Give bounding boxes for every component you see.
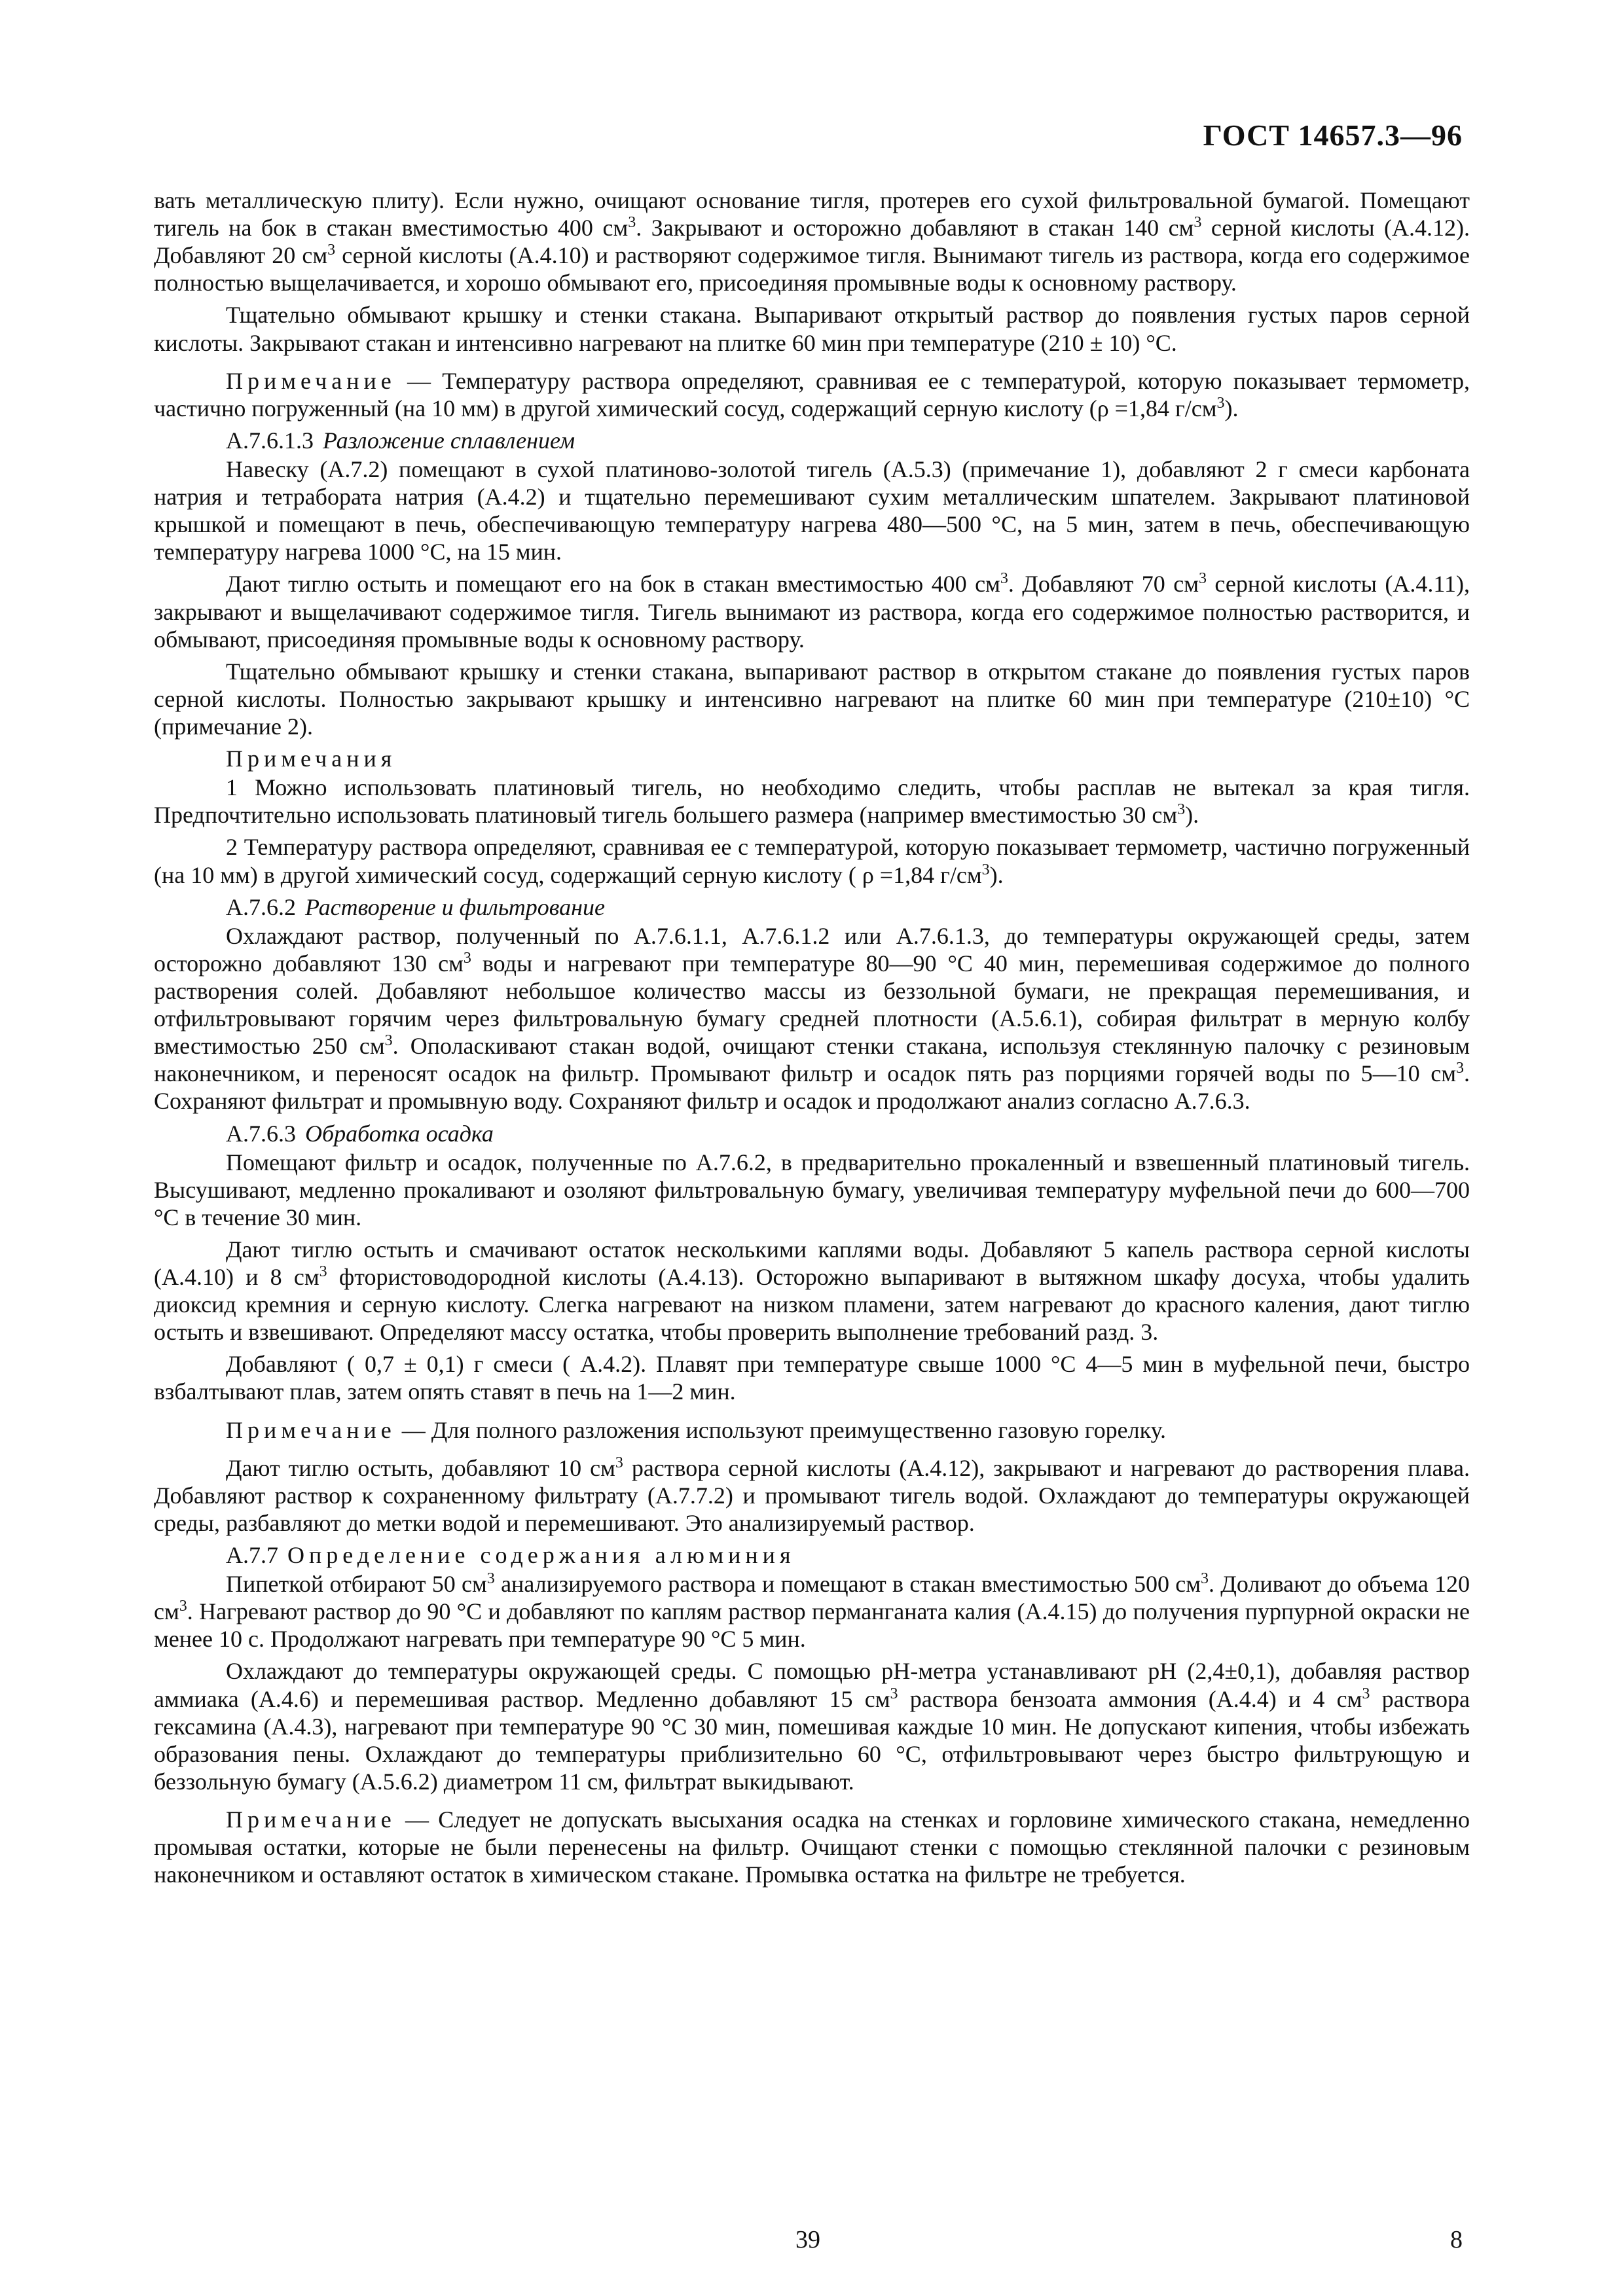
paragraph-melt: Добавляют ( 0,7 ± 0,1) г смеси ( А.4.2). Плавят при температуре свыше 1000 °С 4—5 мин в муфельной печи, быстро взбалтывают плав, затем опять ставят в печь на 1—2 мин.	[154, 1351, 1470, 1405]
note-gas-burner: Примечание — Для полного разложения используют преимущественно газовую горелку.	[226, 1416, 1166, 1443]
paragraph-fusion-leaching: Дают тиглю остыть и помещают его на бок в стакан вместимостью 400 $см^3$. Добавляют 70 $см^3$ серной кислоты (А.4.11), закрывают и выщелачивают содержимое тигля. Тигель вынимают из раствора, когда его содержимое полностью растворится, и обмывают, присоединяя промывные воды к основному раствору.	[154, 570, 1470, 653]
paragraph-ph-adjustment: Охлаждают до температуры окружающей среды. С помощью рН-метра устанавливают рН (2,4±0,1), добавляя раствор аммиака (А.4.6) и перемешивая раствор. Медленно добавляют 15 $см^3$ раствора бензоата аммония (А.4.4) и 4 $см^3$ раствора гексамина (А.4.3), нагревают при температуре 90 °С 30 мин, помешивая каждые 10 мин. Не допускают кипения, чтобы избежать образования пены. Охлаждают до температуры приблизительно 60 °С, отфильтровывают через быстро фильтрующую и беззольную бумагу (А.5.6.2) диаметром 11 см, фильтрат выкидывают.	[154, 1658, 1470, 1795]
page-body	[154, 187, 1470, 1893]
page-number: 39	[795, 2226, 820, 2253]
section-heading-a762: А.7.6.2 Растворение и фильтрование	[226, 893, 605, 920]
notes-heading: Примечания	[226, 745, 397, 772]
paragraph-aluminium-pipette: Пипеткой отбирают 50 $см^3$ анализируемого раствора и помещают в стакан вместимостью 500 $см^3$. Доливают до объема 120 $см^3$. Нагревают раствор до 90 °С и добавляют по каплям раствор перманганата калия (А.4.15) до получения пурпурной окраски не менее 10 с. Продолжают нагревать при температуре 90 °С 5 мин.	[154, 1570, 1470, 1653]
paragraph-dissolution-filtration: Охлаждают раствор, полученный по А.7.6.1.1, А.7.6.1.2 или А.7.6.1.3, до температуры окружающей среды, затем осторожно добавляют 130 $см^3$ воды и нагревают при температуре 80—90 °С 40 мин, перемешивая содержимое до полного растворения солей. Добавляют небольшое количество массы из беззольной бумаги, не прекращая перемешивания, и отфильтровывают горячим через фильтровальную бумагу средней плотности (А.5.6.1), собирая фильтрат в мерную колбу вместимостью 250 $см^3$. Ополаскивают стакан водой, очищают стенки стакана, используя стеклянную палочку с резиновым наконечником, и переносят осадок на фильтр. Промывают фильтр и осадок пять раз порциями горячей воды по 5—10 $см^3$. Сохраняют фильтрат и промывную воду. Сохраняют фильтр и осадок и продолжают анализ согласно А.7.6.3.	[154, 922, 1470, 1115]
note-precipitate-washing: Примечание — Следует не допускать высыхания осадка на стенках и горловине химического стакана, немедленно промывая остатки, которые не были перенесены на фильтр. Очищают стенки с помощью стеклянной палочки с резиновым наконечником и оставляют остаток в химическом стакане. Промывка остатка на фильтре не требуется.	[154, 1806, 1470, 1888]
paragraph-residue-ignition: Помещают фильтр и осадок, полученные по А.7.6.2, в предварительно прокаленный и взвешенный платиновый тигель. Высушивают, медленно прокаливают и озоляют фильтровальную бумагу, увеличивая температуру муфельной печи до 600—700 °С в течение 30 мин.	[154, 1149, 1470, 1230]
document-designation: ГОСТ 14657.3—96	[1203, 118, 1463, 152]
paragraph-fusion-procedure: Навеску (А.7.2) помещают в сухой платиново-золотой тигель (А.5.3) (примечание 1), добавляют 2 г смеси карбоната натрия и тетрабората натрия (А.4.2) и тщательно перемешивают сухим металлическим шпателем. Закрывают платиновой крышкой и помещают в печь, обеспечивающую температуру нагрева 480—500 °С, на 5 мин, затем в печь, обеспечивающую температуру нагрева 1000 °С, на 15 мин.	[154, 456, 1470, 565]
paragraph-evaporation: Тщательно обмывают крышку и стенки стакана. Выпаривают открытый раствор до появления густых паров серной кислоты. Закрывают стакан и интенсивно нагревают на плитке 60 мин при температуре (210 ± 10) °С.	[154, 302, 1470, 356]
section-heading-a7613: А.7.6.1.3 Разложение сплавлением	[226, 427, 575, 454]
paragraph-analyzed-solution: Дают тиглю остыть, добавляют 10 $см^3$ раствора серной кислоты (А.4.12), закрывают и нагревают до растворения плава. Добавляют раствор к сохраненному фильтрату (А.7.7.2) и промывают тигель водой. Охлаждают до температуры окружающей среды, разбавляют до метки водой и перемешивают. Это анализируемый раствор.	[154, 1454, 1470, 1536]
note-item-2: 2 Температуру раствора определяют, сравнивая ее с температурой, которую показывает термометр, частично погруженный (на 10 мм) в другой химический сосуд, содержащий серную кислоту ( ρ =1,84 $г/см^3$).	[154, 834, 1470, 888]
paragraph-silica-removal: Дают тиглю остыть и смачивают остаток несколькими каплями воды. Добавляют 5 капель раствора серной кислоты (А.4.10) и 8 $см^3$ фтористоводородной кислоты (А.4.13). Осторожно выпаривают в вытяжном шкафу досуха, чтобы удалить диоксид кремния и серную кислоту. Слегка нагревают на низком пламени, затем нагревают до красного каления, дают тиглю остыть и взвешивают. Определяют массу остатка, чтобы проверить выполнение требований разд. 3.	[154, 1236, 1470, 1346]
sheet-number: 8	[1450, 2226, 1463, 2253]
note-temperature-measurement: Примечание — Температуру раствора определяют, сравнивая ее с температурой, которую показывает термометр, частично погруженный (на 10 мм) в другой химический сосуд, содержащий серную кислоту (ρ =1,84 $г/см^3$).	[154, 367, 1470, 422]
note-item-1: 1 Можно использовать платиновый тигель, но необходимо следить, чтобы расплав не вытекал за края тигля. Предпочтительно использовать платиновый тигель большего размера (например вместимостью 30 $см^3$).	[154, 774, 1470, 829]
section-heading-a763: А.7.6.3 Обработка осадка	[226, 1120, 494, 1147]
paragraph-crucible-leaching: вать металлическую плиту). Если нужно, очищают основание тигля, протерев его сухой фильтровальной бумагой. Помещают тигель на бок в стакан вместимостью 400 $см^3$. Закрывают и осторожно добавляют в стакан 140 $см^3$ серной кислоты (А.4.12). Добавляют 20 $см^3$ серной кислоты (А.4.10) и растворяют содержимое тигля. Вынимают тигель из раствора, когда его содержимое полностью выщелачивается, и хорошо обмывают его, присоединяя промывные воды к основному раствору.	[154, 187, 1470, 296]
paragraph-fusion-evaporation: Тщательно обмывают крышку и стенки стакана, выпаривают раствор в открытом стакане до появления густых паров серной кислоты. Полностью закрывают крышку и интенсивно нагревают на плитке 60 мин при температуре (210±10) °С (примечание 2).	[154, 658, 1470, 740]
section-heading-a77: А.7.7 Определение содержания алюминия	[226, 1542, 795, 1569]
